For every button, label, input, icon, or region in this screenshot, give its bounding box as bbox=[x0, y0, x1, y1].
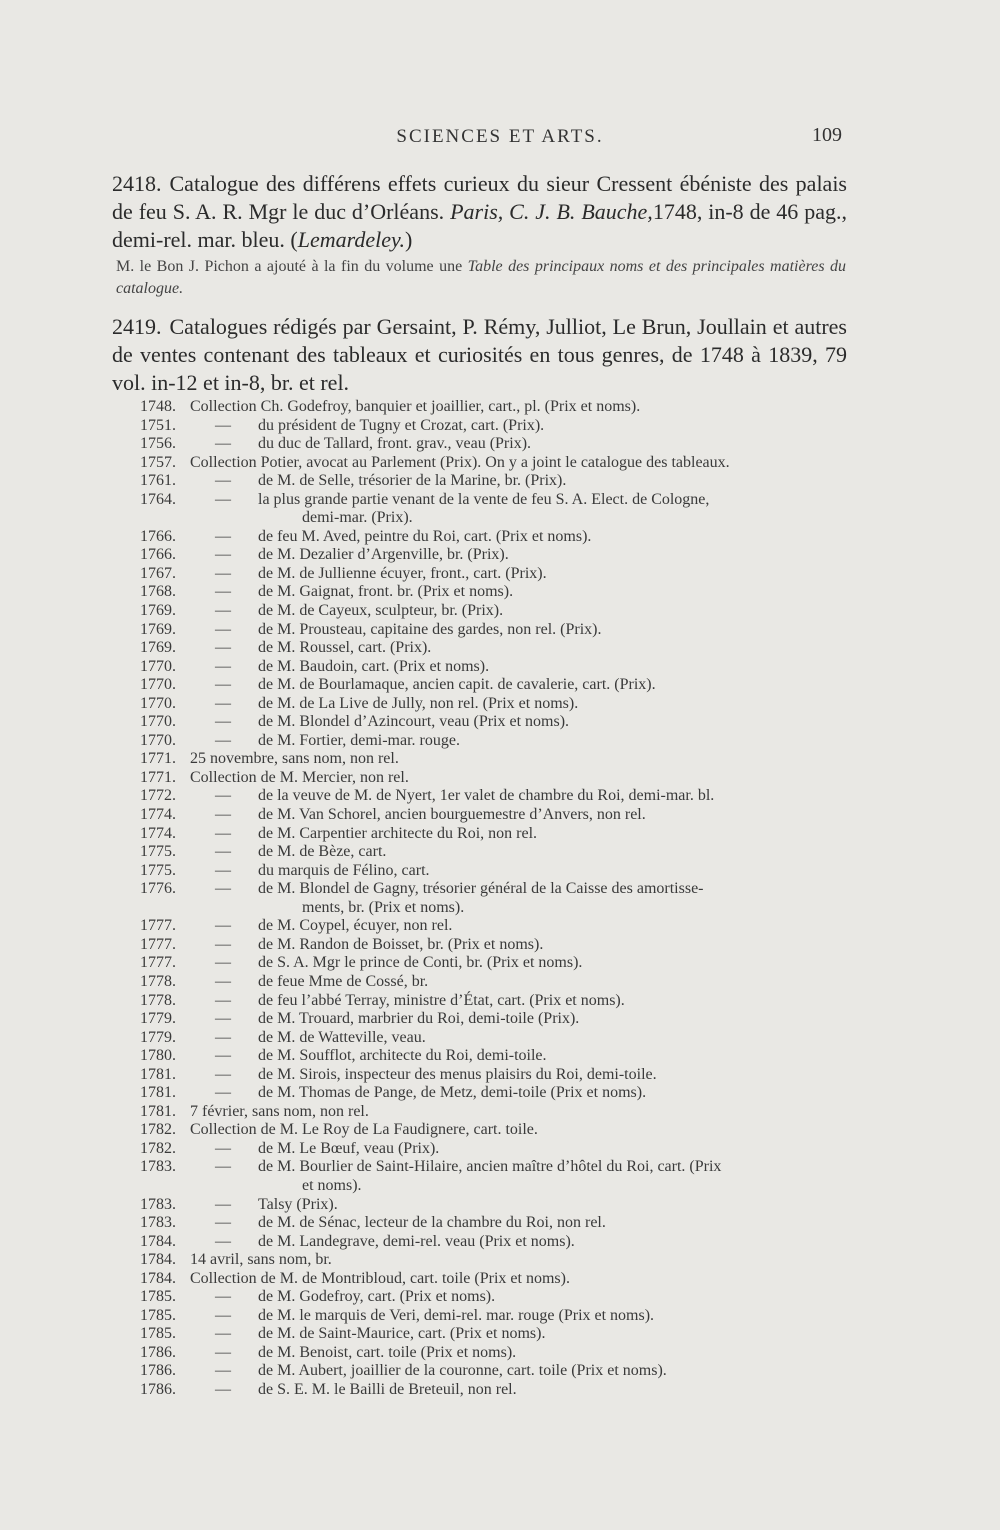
item-dash: — bbox=[215, 694, 231, 712]
item-text: et noms). bbox=[302, 1176, 362, 1194]
item-year: 1777. bbox=[140, 954, 176, 972]
item-text: de S. E. M. le Bailli de Breteuil, non rel. bbox=[258, 1380, 517, 1398]
item-text: de M. de Cayeux, sculpteur, br. (Prix). bbox=[258, 602, 504, 620]
item-text: de la veuve de M. de Nyert, 1er valet de chambre du Roi, demi-mar. bl. bbox=[258, 787, 715, 805]
item-dash: — bbox=[215, 639, 231, 657]
item-year: 1779. bbox=[140, 1010, 176, 1028]
item-text: de M. de Selle, trésorier de la Marine, br. (Prix). bbox=[258, 472, 567, 490]
list-item bbox=[140, 491, 860, 510]
item-year: 1781. bbox=[140, 1065, 176, 1083]
item-text: de M. de Watteville, veau. bbox=[258, 1028, 426, 1046]
item-text: de M. Aubert, joaillier de la couronne, cart. toile (Prix et noms). bbox=[258, 1362, 667, 1380]
item-text: Collection de M. Mercier, non rel. bbox=[190, 768, 409, 786]
item-text: du duc de Tallard, front. grav., veau (Prix). bbox=[258, 435, 532, 453]
item-year: 1774. bbox=[140, 824, 176, 842]
item-year: 1764. bbox=[140, 490, 176, 508]
item-year: 1781. bbox=[140, 1102, 176, 1120]
list-item bbox=[140, 1270, 860, 1289]
list-item bbox=[140, 1251, 860, 1270]
item-dash: — bbox=[215, 1028, 231, 1046]
item-dash: — bbox=[215, 676, 231, 694]
item-year: 1766. bbox=[140, 527, 176, 545]
running-header: SCIENCES ET ARTS. bbox=[396, 126, 604, 147]
list-item bbox=[140, 1140, 860, 1159]
entry-seller: Lemardeley. bbox=[297, 227, 406, 252]
catalogue-entry-2418 bbox=[112, 170, 847, 254]
item-text: de S. A. Mgr le prince de Conti, br. (Prix et noms). bbox=[258, 954, 583, 972]
list-item bbox=[140, 565, 860, 584]
list-item bbox=[140, 1381, 860, 1400]
list-item bbox=[140, 713, 860, 732]
item-text: demi-mar. (Prix). bbox=[302, 509, 413, 527]
item-text: de M. de La Live de Jully, non rel. (Prix et noms). bbox=[258, 694, 579, 712]
list-item bbox=[140, 954, 860, 973]
sale-catalogue-list bbox=[140, 398, 860, 1400]
item-year: 1770. bbox=[140, 694, 176, 712]
item-year: 1779. bbox=[140, 1028, 176, 1046]
entry-number: 2419. bbox=[112, 314, 162, 339]
item-text: de M. Prousteau, capitaine des gardes, non rel. (Prix). bbox=[258, 620, 602, 638]
item-year: 1770. bbox=[140, 657, 176, 675]
list-item bbox=[140, 528, 860, 547]
item-dash: — bbox=[215, 416, 231, 434]
item-text: Collection Potier, avocat au Parlement (Prix). On y a joint le catalogue des tableaux. bbox=[190, 453, 730, 471]
list-item bbox=[140, 973, 860, 992]
catalogue-entry-2419 bbox=[112, 313, 847, 397]
list-item bbox=[140, 769, 860, 788]
item-text: de M. Van Schorel, ancien bourguemestre d’Anvers, non rel. bbox=[258, 806, 646, 824]
item-text: 7 février, sans nom, non rel. bbox=[190, 1102, 369, 1120]
list-item bbox=[140, 472, 860, 491]
item-text: de M. Sirois, inspecteur des menus plaisirs du Roi, demi-toile. bbox=[258, 1065, 657, 1083]
item-dash: — bbox=[215, 527, 231, 545]
list-item bbox=[140, 621, 860, 640]
item-text: Collection de M. de Montribloud, cart. toile (Prix et noms). bbox=[190, 1269, 570, 1287]
item-text: de M. Fortier, demi-mar. rouge. bbox=[258, 731, 460, 749]
item-year: 1767. bbox=[140, 564, 176, 582]
item-dash: — bbox=[215, 602, 231, 620]
item-text: de M. le marquis de Veri, demi-rel. mar. rouge (Prix et noms). bbox=[258, 1306, 655, 1324]
item-text: la plus grande partie venant de la vente de feu S. A. Elect. de Cologne, bbox=[258, 490, 710, 508]
list-item bbox=[140, 880, 860, 899]
item-year: 1776. bbox=[140, 880, 176, 898]
item-dash: — bbox=[215, 620, 231, 638]
item-text: de M. de Jullienne écuyer, front., cart. (Prix). bbox=[258, 564, 547, 582]
item-dash: — bbox=[215, 954, 231, 972]
item-text: de M. Carpentier architecte du Roi, non rel. bbox=[258, 824, 538, 842]
item-text: de M. Bourlier de Saint-Hilaire, ancien maître d’hôtel du Roi, cart. (Prix bbox=[258, 1158, 722, 1176]
item-text: de M. Trouard, marbrier du Roi, demi-toile (Prix). bbox=[258, 1010, 580, 1028]
item-year: 1785. bbox=[140, 1325, 176, 1343]
item-text: de M. Blondel de Gagny, trésorier général de la Caisse des amortisse- bbox=[258, 880, 704, 898]
list-item bbox=[140, 1196, 860, 1215]
item-dash: — bbox=[215, 583, 231, 601]
item-dash: — bbox=[215, 546, 231, 564]
list-item bbox=[140, 825, 860, 844]
entry-number: 2418. bbox=[112, 171, 162, 196]
item-year: 1769. bbox=[140, 602, 176, 620]
list-item bbox=[140, 417, 860, 436]
list-item bbox=[140, 787, 860, 806]
item-dash: — bbox=[215, 972, 231, 990]
list-item bbox=[140, 509, 860, 528]
list-item bbox=[140, 639, 860, 658]
item-dash: — bbox=[215, 1084, 231, 1102]
item-year: 1777. bbox=[140, 917, 176, 935]
item-year: 1786. bbox=[140, 1380, 176, 1398]
item-dash: — bbox=[215, 991, 231, 1009]
item-dash: — bbox=[215, 861, 231, 879]
item-text: 25 novembre, sans nom, non rel. bbox=[190, 750, 399, 768]
item-year: 1769. bbox=[140, 639, 176, 657]
item-text: de feu l’abbé Terray, ministre d’État, cart. (Prix et noms). bbox=[258, 991, 625, 1009]
item-year: 1770. bbox=[140, 713, 176, 731]
item-text: de M. Godefroy, cart. (Prix et noms). bbox=[258, 1288, 496, 1306]
item-text: Talsy (Prix). bbox=[258, 1195, 338, 1213]
item-text: de M. Landegrave, demi-rel. veau (Prix et noms). bbox=[258, 1232, 575, 1250]
item-dash: — bbox=[215, 1380, 231, 1398]
list-item bbox=[140, 1121, 860, 1140]
entry-text-end: ) bbox=[405, 227, 413, 252]
item-year: 1778. bbox=[140, 991, 176, 1009]
list-item bbox=[140, 1288, 860, 1307]
item-text: de M. Randon de Boisset, br. (Prix et noms). bbox=[258, 935, 544, 953]
item-year: 1775. bbox=[140, 861, 176, 879]
list-item bbox=[140, 435, 860, 454]
item-text: de M. Baudoin, cart. (Prix et noms). bbox=[258, 657, 490, 675]
item-text: de M. Gaignat, front. br. (Prix et noms). bbox=[258, 583, 514, 601]
item-text: de M. de Sénac, lecteur de la chambre du Roi, non rel. bbox=[258, 1214, 606, 1232]
item-dash: — bbox=[215, 1214, 231, 1232]
note-italic: Table des principaux noms et des principales matières du catalogue. bbox=[116, 258, 847, 297]
item-dash: — bbox=[215, 880, 231, 898]
list-item bbox=[140, 1103, 860, 1122]
item-dash: — bbox=[215, 824, 231, 842]
list-item bbox=[140, 546, 860, 565]
item-year: 1780. bbox=[140, 1047, 176, 1065]
item-dash: — bbox=[215, 787, 231, 805]
item-text: de feue Mme de Cossé, br. bbox=[258, 972, 429, 990]
item-dash: — bbox=[215, 731, 231, 749]
item-year: 1785. bbox=[140, 1306, 176, 1324]
item-year: 1770. bbox=[140, 676, 176, 694]
list-item bbox=[140, 936, 860, 955]
item-text: de M. Benoist, cart. toile (Prix et noms). bbox=[258, 1343, 517, 1361]
entry-text: Catalogue des différens effets curieux du sieur Cressent ébéniste des palais de feu S. A. R. Mgr le duc d’Orléans. bbox=[112, 171, 847, 224]
list-item bbox=[140, 1325, 860, 1344]
item-year: 1786. bbox=[140, 1362, 176, 1380]
item-text: de M. de Saint-Maurice, cart. (Prix et noms). bbox=[258, 1325, 546, 1343]
item-year: 1748. bbox=[140, 398, 176, 415]
item-text: du président de Tugny et Crozat, cart. (Prix). bbox=[258, 416, 545, 434]
item-year: 1786. bbox=[140, 1343, 176, 1361]
list-item bbox=[140, 1344, 860, 1363]
list-item bbox=[140, 1233, 860, 1252]
list-item bbox=[140, 1362, 860, 1381]
item-dash: — bbox=[215, 1139, 231, 1157]
list-item bbox=[140, 695, 860, 714]
item-year: 1782. bbox=[140, 1121, 176, 1139]
item-year: 1777. bbox=[140, 935, 176, 953]
item-year: 1756. bbox=[140, 435, 176, 453]
item-dash: — bbox=[215, 917, 231, 935]
item-text: de M. Dezalier d’Argenville, br. (Prix). bbox=[258, 546, 509, 564]
item-year: 1757. bbox=[140, 453, 176, 471]
item-dash: — bbox=[215, 1362, 231, 1380]
list-item bbox=[140, 992, 860, 1011]
list-item bbox=[140, 1158, 860, 1177]
item-text: de M. Le Bœuf, veau (Prix). bbox=[258, 1139, 440, 1157]
item-text: Collection de M. Le Roy de La Faudignere, cart. toile. bbox=[190, 1121, 538, 1139]
item-year: 1783. bbox=[140, 1214, 176, 1232]
list-item bbox=[140, 1047, 860, 1066]
item-text: de feu M. Aved, peintre du Roi, cart. (Prix et noms). bbox=[258, 527, 592, 545]
item-text: Collection Ch. Godefroy, banquier et joaillier, cart., pl. (Prix et noms). bbox=[190, 398, 641, 415]
item-year: 1751. bbox=[140, 416, 176, 434]
item-dash: — bbox=[215, 657, 231, 675]
list-item bbox=[140, 917, 860, 936]
item-dash: — bbox=[215, 1232, 231, 1250]
item-dash: — bbox=[215, 1010, 231, 1028]
item-dash: — bbox=[215, 1047, 231, 1065]
entry-text: Catalogues rédigés par Gersaint, P. Rémy, Julliot, Le Brun, Joullain et autres de ventes contenant des tableaux et curiosités en tous genres, de 1748 à 1839, 79 vol. in-12 et in-8, br. et rel. bbox=[112, 314, 847, 395]
item-dash: — bbox=[215, 1343, 231, 1361]
page-number: 109 bbox=[812, 124, 842, 146]
item-year: 1771. bbox=[140, 750, 176, 768]
list-item bbox=[140, 1066, 860, 1085]
list-item bbox=[140, 1029, 860, 1048]
item-year: 1766. bbox=[140, 546, 176, 564]
item-dash: — bbox=[215, 935, 231, 953]
item-dash: — bbox=[215, 806, 231, 824]
item-dash: — bbox=[215, 713, 231, 731]
item-dash: — bbox=[215, 472, 231, 490]
item-dash: — bbox=[215, 1325, 231, 1343]
item-year: 1761. bbox=[140, 472, 176, 490]
list-item bbox=[140, 454, 860, 473]
list-item bbox=[140, 1084, 860, 1103]
item-year: 1778. bbox=[140, 972, 176, 990]
item-text: de M. Roussel, cart. (Prix). bbox=[258, 639, 432, 657]
item-year: 1784. bbox=[140, 1269, 176, 1287]
item-text: 14 avril, sans nom, br. bbox=[190, 1251, 332, 1269]
note-text: M. le Bon J. Pichon a ajouté à la fin du volume une bbox=[116, 258, 463, 275]
entry-note bbox=[116, 256, 846, 300]
entry-text-cont: 1748, in-8 de 46 pag., demi-rel. mar. bleu. ( bbox=[112, 199, 847, 252]
item-text: de M. de Bèze, cart. bbox=[258, 843, 387, 861]
list-item bbox=[140, 1214, 860, 1233]
item-year: 1784. bbox=[140, 1232, 176, 1250]
item-text: de M. Coypel, écuyer, non rel. bbox=[258, 917, 453, 935]
list-item bbox=[140, 583, 860, 602]
entry-place: Paris, C. J. B. Bauche, bbox=[450, 199, 653, 224]
item-text: de M. Blondel d’Azincourt, veau (Prix et noms). bbox=[258, 713, 570, 731]
list-item bbox=[140, 1010, 860, 1029]
list-item bbox=[140, 732, 860, 751]
list-item bbox=[140, 806, 860, 825]
list-item bbox=[140, 899, 860, 918]
list-item bbox=[140, 862, 860, 881]
list-item bbox=[140, 658, 860, 677]
item-dash: — bbox=[215, 1306, 231, 1324]
item-dash: — bbox=[215, 1195, 231, 1213]
item-dash: — bbox=[215, 1065, 231, 1083]
item-text: ments, br. (Prix et noms). bbox=[302, 898, 465, 916]
item-year: 1783. bbox=[140, 1195, 176, 1213]
item-year: 1781. bbox=[140, 1084, 176, 1102]
list-item bbox=[140, 398, 860, 417]
list-item bbox=[140, 1307, 860, 1326]
item-dash: — bbox=[215, 564, 231, 582]
item-year: 1769. bbox=[140, 620, 176, 638]
item-text: du marquis de Félino, cart. bbox=[258, 861, 430, 879]
list-item bbox=[140, 750, 860, 769]
item-text: de M. Soufflot, architecte du Roi, demi-toile. bbox=[258, 1047, 547, 1065]
item-year: 1783. bbox=[140, 1158, 176, 1176]
list-item bbox=[140, 676, 860, 695]
item-dash: — bbox=[215, 843, 231, 861]
list-item bbox=[140, 602, 860, 621]
item-year: 1785. bbox=[140, 1288, 176, 1306]
item-year: 1772. bbox=[140, 787, 176, 805]
item-year: 1784. bbox=[140, 1251, 176, 1269]
item-year: 1771. bbox=[140, 768, 176, 786]
item-year: 1770. bbox=[140, 731, 176, 749]
item-text: de M. de Bourlamaque, ancien capit. de cavalerie, cart. (Prix). bbox=[258, 676, 656, 694]
item-year: 1775. bbox=[140, 843, 176, 861]
item-year: 1774. bbox=[140, 806, 176, 824]
item-year: 1782. bbox=[140, 1139, 176, 1157]
item-text: de M. Thomas de Pange, de Metz, demi-toile (Prix et noms). bbox=[258, 1084, 647, 1102]
list-item bbox=[140, 1177, 860, 1196]
item-dash: — bbox=[215, 490, 231, 508]
item-dash: — bbox=[215, 435, 231, 453]
item-dash: — bbox=[215, 1158, 231, 1176]
item-year: 1768. bbox=[140, 583, 176, 601]
list-item bbox=[140, 843, 860, 862]
item-dash: — bbox=[215, 1288, 231, 1306]
